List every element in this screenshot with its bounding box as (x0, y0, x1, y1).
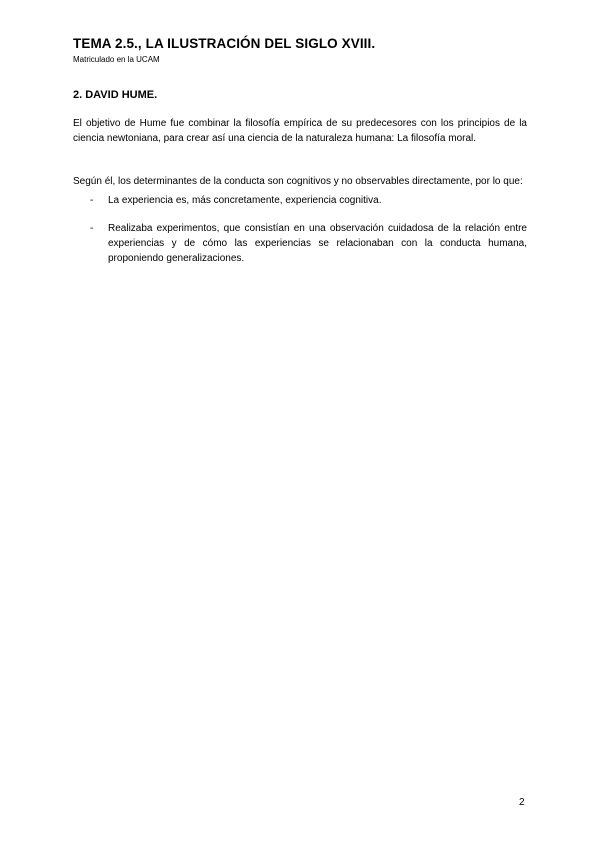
bullet-dash: - (90, 223, 94, 234)
bullet-item (73, 221, 527, 266)
paragraph-determinants: Según él, los determinantes de la conducta son cognitivos y no observables directamente, por lo que: (73, 176, 523, 187)
bullet-text: La experiencia es, más concretamente, experiencia cognitiva. (108, 195, 382, 206)
bullet-dash: - (90, 195, 94, 206)
page-number: 2 (519, 797, 525, 808)
document-subtitle: Matriculado en la UCAM (73, 55, 160, 64)
bullet-item (73, 193, 527, 208)
document-title: TEMA 2.5., LA ILUSTRACIÓN DEL SIGLO XVIII. (73, 36, 376, 51)
bullet-text: Realizaba experimentos, que consistían en una observación cuidadosa de la relación entre experiencias y de cómo las experiencias se relacionaban con la conducta humana, proponiendo generalizaciones. (108, 223, 527, 264)
bullet-list (73, 193, 527, 266)
section-heading: 2. DAVID HUME. (73, 89, 158, 101)
paragraph-objective: El objetivo de Hume fue combinar la filosofía empírica de su predecesores con los principios de la ciencia newtoniana, para crear así una ciencia de la naturaleza humana: La filosofía moral. (73, 118, 527, 144)
